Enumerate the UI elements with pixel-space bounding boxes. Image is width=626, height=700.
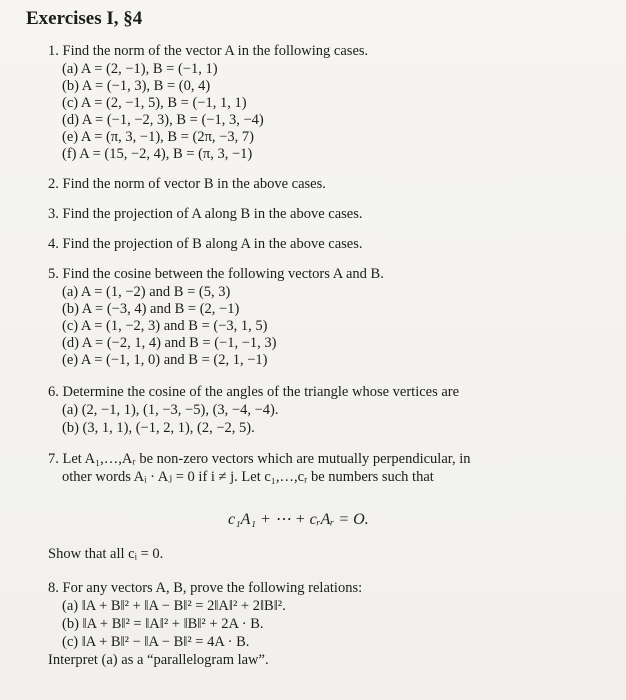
exercise-7-line-1: 7. Let A₁,…,Aᵣ be non-zero vectors which are mutually perpendicular, in bbox=[48, 451, 471, 467]
exercise-6a: (a) (2, −1, 1), (1, −3, −5), (3, −4, −4). bbox=[62, 402, 279, 418]
exercise-4: 4. Find the projection of B along A in the above cases. bbox=[48, 236, 363, 252]
exercise-2: 2. Find the norm of vector B in the above cases. bbox=[48, 176, 326, 192]
exercise-1e: (e) A = (π, 3, −1), B = (2π, −3, 7) bbox=[62, 129, 254, 145]
exercise-7-line-2: other words Aᵢ · Aⱼ = 0 if i ≠ j. Let c₁,…,cᵣ be numbers such that bbox=[62, 469, 434, 485]
exercise-5d: (d) A = (−2, 1, 4) and B = (−1, −1, 3) bbox=[62, 335, 277, 351]
exercise-7-equation: c₁A₁ + ⋯ + cᵣAᵣ = O. bbox=[228, 511, 369, 528]
page-title: Exercises I, §4 bbox=[26, 8, 143, 29]
exercise-3: 3. Find the projection of A along B in the above cases. bbox=[48, 206, 363, 222]
exercise-5-stem: 5. Find the cosine between the following vectors A and B. bbox=[48, 266, 384, 282]
exercise-5a: (a) A = (1, −2) and B = (5, 3) bbox=[62, 284, 231, 300]
exercise-8-interpret: Interpret (a) as a “parallelogram law”. bbox=[48, 652, 269, 668]
exercise-1d: (d) A = (−1, −2, 3), B = (−1, 3, −4) bbox=[62, 112, 264, 128]
exercise-1c: (c) A = (2, −1, 5), B = (−1, 1, 1) bbox=[62, 95, 247, 111]
exercise-1f: (f) A = (15, −2, 4), B = (π, 3, −1) bbox=[62, 146, 253, 162]
exercise-1b: (b) A = (−1, 3), B = (0, 4) bbox=[62, 78, 211, 94]
exercise-8a: (a) ‖A + B‖² + ‖A − B‖² = 2‖A‖² + 2‖B‖². bbox=[62, 598, 286, 614]
exercise-8c: (c) ‖A + B‖² − ‖A − B‖² = 4A · B. bbox=[62, 634, 250, 650]
exercise-6-stem: 6. Determine the cosine of the angles of the triangle whose vertices are bbox=[48, 384, 460, 400]
exercise-5b: (b) A = (−3, 4) and B = (2, −1) bbox=[62, 301, 240, 317]
exercise-5e: (e) A = (−1, 1, 0) and B = (2, 1, −1) bbox=[62, 352, 268, 368]
exercise-8b: (b) ‖A + B‖² = ‖A‖² + ‖B‖² + 2A · B. bbox=[62, 616, 264, 632]
exercise-8-stem: 8. For any vectors A, B, prove the following relations: bbox=[48, 580, 363, 596]
exercise-1-stem: 1. Find the norm of the vector A in the following cases. bbox=[48, 43, 369, 59]
exercise-7-show: Show that all cᵢ = 0. bbox=[48, 546, 164, 562]
exercise-1a: (a) A = (2, −1), B = (−1, 1) bbox=[62, 61, 218, 77]
exercise-5c: (c) A = (1, −2, 3) and B = (−3, 1, 5) bbox=[62, 318, 268, 334]
exercise-6b: (b) (3, 1, 1), (−1, 2, 1), (2, −2, 5). bbox=[62, 420, 255, 436]
